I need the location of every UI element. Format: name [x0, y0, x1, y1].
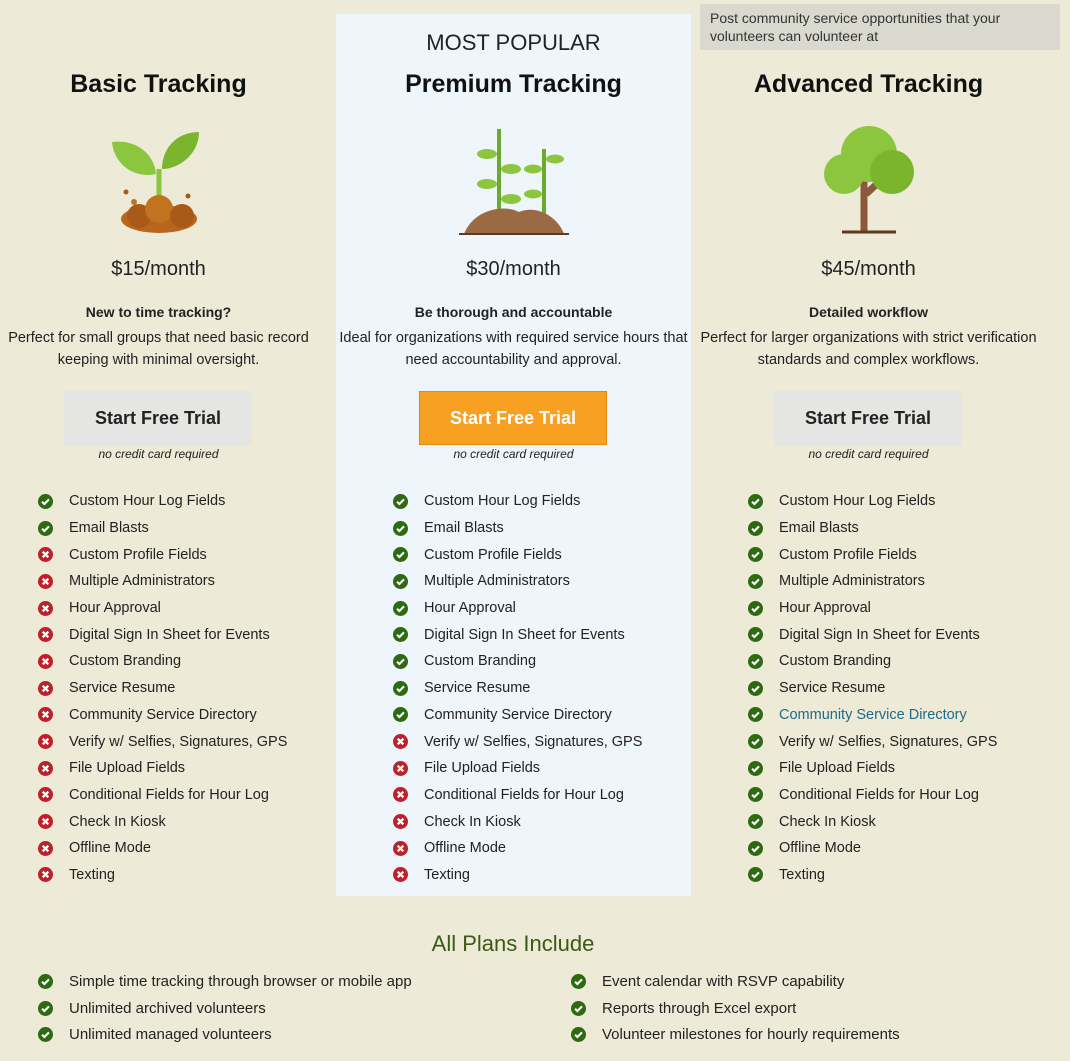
- check-icon: [748, 654, 763, 669]
- check-icon: [748, 627, 763, 642]
- cross-icon: [38, 681, 53, 696]
- included-feature: [571, 968, 900, 995]
- feature-item: [38, 541, 287, 568]
- feature-item: [393, 568, 642, 595]
- cross-icon: [393, 734, 408, 749]
- feature-label: Conditional Fields for Hour Log: [779, 786, 979, 803]
- included-feature-label: Unlimited archived volunteers: [69, 999, 266, 1017]
- plan-price: $30/month: [466, 258, 561, 280]
- check-icon: [38, 1001, 53, 1016]
- cross-icon: [38, 601, 53, 616]
- feature-label: Check In Kiosk: [424, 813, 521, 830]
- check-icon: [748, 787, 763, 802]
- plan-description: Ideal for organizations with required service hours that need accountability and approval.: [339, 330, 688, 368]
- check-icon: [571, 1027, 586, 1042]
- cross-icon: [38, 761, 53, 776]
- feature-label: Service Resume: [779, 680, 886, 697]
- cross-icon: [38, 574, 53, 589]
- feature-item[interactable]: [748, 702, 997, 729]
- feature-label: Texting: [69, 866, 115, 883]
- feature-label: Hour Approval: [779, 600, 871, 617]
- start-free-trial-button[interactable]: Start Free Trial: [64, 391, 252, 445]
- tooltip: Post community service opportunities that your volunteers can volunteer at: [700, 4, 1060, 50]
- no-credit-card-note: no credit card required: [808, 447, 929, 461]
- tree-icon: [814, 124, 924, 239]
- feature-list: [748, 488, 997, 888]
- feature-label: Offline Mode: [69, 840, 151, 857]
- feature-label: Check In Kiosk: [69, 813, 166, 830]
- feature-item: [748, 728, 997, 755]
- included-feature-label: Volunteer milestones for hourly requirements: [602, 1026, 900, 1044]
- feature-item: [393, 835, 642, 862]
- feature-item: [748, 515, 997, 542]
- feature-label: Service Resume: [424, 680, 531, 697]
- check-icon: [748, 761, 763, 776]
- feature-item: [393, 862, 642, 889]
- check-icon: [748, 814, 763, 829]
- sprout-icon: [104, 124, 214, 239]
- feature-item: [393, 728, 642, 755]
- feature-label: Community Service Directory: [69, 706, 257, 723]
- all-plans-list-left: [38, 968, 412, 1048]
- plan-card-advanced: [691, 14, 1046, 896]
- check-icon: [571, 974, 586, 989]
- feature-item: [393, 621, 642, 648]
- feature-item: [393, 808, 642, 835]
- feature-item: [748, 488, 997, 515]
- cross-icon: [393, 787, 408, 802]
- feature-label: Digital Sign In Sheet for Events: [69, 626, 270, 643]
- feature-label: Email Blasts: [779, 520, 859, 537]
- check-icon: [571, 1001, 586, 1016]
- included-feature-label: Unlimited managed volunteers: [69, 1026, 272, 1044]
- no-credit-card-note: no credit card required: [453, 447, 574, 461]
- feature-item: [38, 755, 287, 782]
- feature-item: [38, 782, 287, 809]
- plan-title: Premium Tracking: [405, 70, 622, 98]
- feature-item: [38, 835, 287, 862]
- check-icon: [38, 494, 53, 509]
- check-icon: [748, 574, 763, 589]
- plan-price: $45/month: [821, 258, 916, 280]
- feature-label: File Upload Fields: [779, 760, 896, 777]
- check-icon: [393, 574, 408, 589]
- feature-item: [393, 595, 642, 622]
- feature-label: Custom Profile Fields: [69, 546, 207, 563]
- feature-label: Hour Approval: [69, 600, 161, 617]
- feature-item: [38, 515, 287, 542]
- included-feature: [38, 995, 412, 1022]
- cross-icon: [38, 867, 53, 882]
- plan-price: $15/month: [111, 258, 206, 280]
- included-feature: [38, 968, 412, 995]
- cross-icon: [38, 547, 53, 562]
- feature-item: [38, 862, 287, 889]
- feature-label: Custom Profile Fields: [424, 546, 562, 563]
- feature-label: Check In Kiosk: [779, 813, 876, 830]
- feature-label: Custom Branding: [69, 653, 182, 670]
- cross-icon: [38, 841, 53, 856]
- check-icon: [393, 654, 408, 669]
- check-icon: [38, 521, 53, 536]
- plan-title: Advanced Tracking: [753, 70, 984, 98]
- included-feature: [38, 1022, 412, 1049]
- cross-icon: [38, 654, 53, 669]
- feature-item: [393, 782, 642, 809]
- feature-item: [393, 755, 642, 782]
- feature-item: [748, 541, 997, 568]
- feature-label: Community Service Directory: [424, 706, 612, 723]
- included-feature: [571, 995, 900, 1022]
- most-popular-badge: MOST POPULAR: [426, 30, 601, 55]
- feature-label: Email Blasts: [69, 520, 149, 537]
- start-free-trial-button[interactable]: Start Free Trial: [419, 391, 607, 445]
- check-icon: [38, 974, 53, 989]
- feature-label: Multiple Administrators: [779, 573, 925, 590]
- plants-icon: [459, 124, 569, 239]
- feature-label: Offline Mode: [424, 840, 506, 857]
- feature-list: [393, 488, 642, 888]
- all-plans-title: All Plans Include: [431, 931, 595, 956]
- feature-label: Texting: [424, 866, 470, 883]
- cross-icon: [393, 867, 408, 882]
- feature-label: File Upload Fields: [69, 760, 186, 777]
- feature-item: [748, 862, 997, 889]
- all-plans-list-right: [571, 968, 900, 1048]
- start-free-trial-button[interactable]: Start Free Trial: [774, 391, 962, 445]
- plan-subtitle: Be thorough and accountable: [414, 304, 613, 320]
- feature-label: Texting: [779, 866, 825, 883]
- check-icon: [393, 627, 408, 642]
- feature-label: Custom Hour Log Fields: [779, 493, 936, 510]
- cross-icon: [393, 841, 408, 856]
- feature-label: Custom Profile Fields: [779, 546, 917, 563]
- feature-item: [748, 621, 997, 648]
- plan-description: Perfect for small groups that need basic record keeping with minimal oversight.: [8, 330, 309, 368]
- feature-item: [38, 568, 287, 595]
- feature-item: [748, 808, 997, 835]
- feature-item: [38, 808, 287, 835]
- feature-item: [748, 568, 997, 595]
- feature-label[interactable]: Community Service Directory: [779, 706, 967, 723]
- included-feature-label: Event calendar with RSVP capability: [602, 972, 845, 990]
- feature-label: Verify w/ Selfies, Signatures, GPS: [779, 733, 998, 750]
- feature-item: [748, 835, 997, 862]
- check-icon: [748, 707, 763, 722]
- feature-item: [748, 675, 997, 702]
- feature-label: Custom Branding: [779, 653, 892, 670]
- cross-icon: [38, 627, 53, 642]
- included-feature: [571, 1022, 900, 1049]
- feature-label: Verify w/ Selfies, Signatures, GPS: [424, 733, 643, 750]
- check-icon: [748, 734, 763, 749]
- cross-icon: [38, 787, 53, 802]
- check-icon: [748, 601, 763, 616]
- feature-item: [38, 595, 287, 622]
- feature-item: [393, 675, 642, 702]
- feature-label: File Upload Fields: [424, 760, 541, 777]
- plan-subtitle: New to time tracking?: [85, 304, 232, 320]
- feature-label: Custom Hour Log Fields: [69, 493, 226, 510]
- feature-label: Custom Hour Log Fields: [424, 493, 581, 510]
- feature-label: Custom Branding: [424, 653, 537, 670]
- check-icon: [748, 681, 763, 696]
- check-icon: [393, 601, 408, 616]
- check-icon: [748, 867, 763, 882]
- feature-label: Digital Sign In Sheet for Events: [424, 626, 625, 643]
- feature-label: Conditional Fields for Hour Log: [424, 786, 624, 803]
- feature-item: [393, 515, 642, 542]
- feature-item: [393, 702, 642, 729]
- plan-card-premium: [336, 14, 691, 896]
- cross-icon: [38, 707, 53, 722]
- feature-item: [748, 595, 997, 622]
- feature-label: Verify w/ Selfies, Signatures, GPS: [69, 733, 288, 750]
- feature-label: Multiple Administrators: [424, 573, 570, 590]
- included-feature-label: Reports through Excel export: [602, 999, 797, 1017]
- feature-item: [38, 728, 287, 755]
- feature-item: [748, 755, 997, 782]
- feature-item: [38, 621, 287, 648]
- feature-item: [393, 488, 642, 515]
- feature-label: Offline Mode: [779, 840, 861, 857]
- check-icon: [38, 1027, 53, 1042]
- feature-label: Multiple Administrators: [69, 573, 215, 590]
- check-icon: [393, 707, 408, 722]
- check-icon: [748, 841, 763, 856]
- included-feature-label: Simple time tracking through browser or mobile app: [69, 972, 412, 990]
- feature-label: Hour Approval: [424, 600, 516, 617]
- check-icon: [748, 494, 763, 509]
- check-icon: [748, 547, 763, 562]
- no-credit-card-note: no credit card required: [98, 447, 219, 461]
- feature-item: [748, 648, 997, 675]
- feature-item: [38, 648, 287, 675]
- check-icon: [393, 681, 408, 696]
- plan-description: Perfect for larger organizations with strict verification standards and complex workflows.: [700, 330, 1037, 368]
- feature-item: [393, 541, 642, 568]
- feature-item: [393, 648, 642, 675]
- feature-label: Email Blasts: [424, 520, 504, 537]
- check-icon: [393, 521, 408, 536]
- cross-icon: [38, 814, 53, 829]
- cross-icon: [393, 761, 408, 776]
- feature-item: [38, 488, 287, 515]
- check-icon: [748, 521, 763, 536]
- cross-icon: [393, 814, 408, 829]
- feature-item: [748, 782, 997, 809]
- feature-label: Service Resume: [69, 680, 176, 697]
- plan-card-basic: [0, 14, 336, 896]
- check-icon: [393, 494, 408, 509]
- feature-item: [38, 702, 287, 729]
- feature-label: Conditional Fields for Hour Log: [69, 786, 269, 803]
- plan-subtitle: Detailed workflow: [808, 304, 929, 320]
- plan-title: Basic Tracking: [70, 70, 247, 98]
- feature-label: Digital Sign In Sheet for Events: [779, 626, 980, 643]
- feature-list: [38, 488, 287, 888]
- check-icon: [393, 547, 408, 562]
- feature-item: [38, 675, 287, 702]
- cross-icon: [38, 734, 53, 749]
